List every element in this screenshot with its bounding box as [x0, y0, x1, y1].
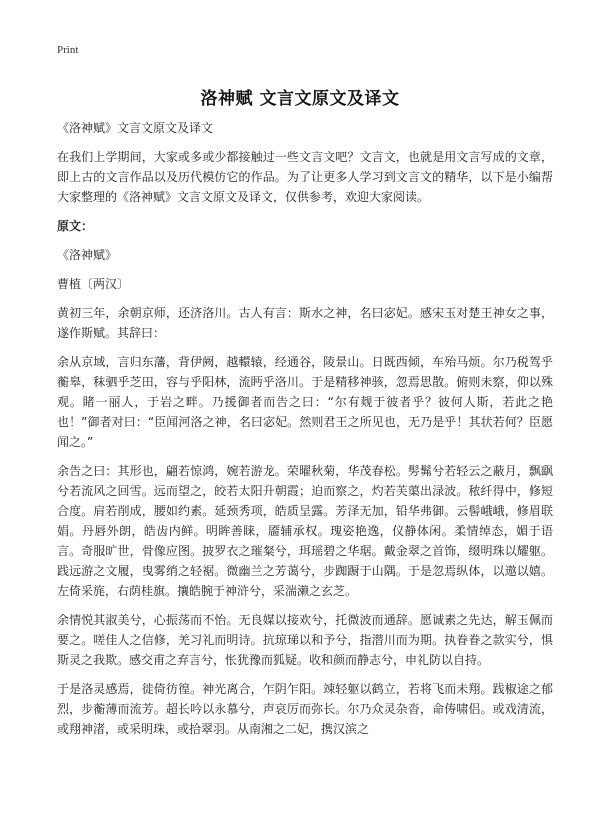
- poem-title: 《洛神赋》: [57, 248, 118, 262]
- poem-preface: 黄初三年，余朝京师，还济洛川。古人有言：斯水之神，名曰宓妃。感宋玉对楚王神女之事，遂作斯赋。其辞曰：: [57, 306, 553, 340]
- poem-author: 曹植〔两汉〕: [57, 277, 130, 291]
- poem-paragraph: 余告之曰：其形也，翩若惊鸿，婉若游龙。荣曜秋菊，华茂春松。髣髴兮若轻云之蔽月，飘飖兮若流风之回雪。远而望之，皎若太阳升朝霞；迫而察之，灼若芙蕖出渌波。秾纤得中，修短合度。肩若削成，腰如约素。延颈秀项，皓质呈露。芳泽无加，铅华弗御。云髻峨峨，修眉联娟。丹唇外朗，皓齿内鲜。明眸善睐，靥辅承权。瑰姿艳逸，仪静体闲。柔情绰态，媚于语言。奇服旷世，骨像应图。披罗衣之璀粲兮，珥瑶碧之华琚。戴金翠之首饰，缀明珠以耀躯。践远游之文履，曳雾绡之轻裾。微幽兰之芳蔼兮，步踟蹰于山隅。于是忽焉纵体，以遨以嬉。左倚采旄，右荫桂旗。攘皓腕于神浒兮，采湍濑之玄芝。: [57, 464, 553, 598]
- section-heading-original: 原文：: [57, 219, 94, 233]
- page-title: 洛神赋 文言文原文及译文: [200, 89, 400, 109]
- article-body: [57, 118, 553, 748]
- poem-paragraph: 余从京域，言归东藩，背伊阙，越轘辕，经通谷，陵景山。日既西倾，车殆马烦。尔乃税驾乎蘅皋，秣驷乎芝田，容与乎阳林，流眄乎洛川。于是精移神骇，忽焉思散。俯则未察，仰以殊观。睹一丽人，于岩之畔。乃援御者而告之曰：“尔有觌于彼者乎？彼何人斯，若此之艳也！”御者对曰：“臣闻河洛之神，名曰宓妃。然则君王之所见也，无乃是乎！其状若何？臣愿闻之。”: [57, 355, 553, 449]
- poem-paragraph: 于是洛灵感焉，徙倚彷徨。神光离合，乍阴乍阳。竦轻躯以鹤立，若将飞而未翔。践椒途之郁烈，步蘅薄而流芳。超长吟以永慕兮，声哀厉而弥长。尔乃众灵杂沓，命俦啸侣。或戏清流，或翔神渚，或采明珠，或拾翠羽。从南湘之二妃，携汉滨之: [57, 682, 553, 736]
- intro-paragraph: 在我们上学期间，大家或多或少都接触过一些文言文吧？文言文，也就是用文言写成的文章，即上古的文言作品以及历代模仿它的作品。为了让更多人学习到文言文的精华，以下是小编帮大家整理的《洛神赋》文言文原文及译文，仅供参考，欢迎大家阅读。: [57, 150, 553, 204]
- subtitle-paragraph: 《洛神赋》文言文原文及译文: [57, 121, 214, 135]
- print-label[interactable]: Print: [57, 44, 79, 56]
- poem-paragraph: 余情悦其淑美兮，心振荡而不怡。无良媒以接欢兮，托微波而通辞。愿诚素之先达，解玉佩而要之。嗟佳人之信修，羌习礼而明诗。抗琼珶以和予兮，指潜川而为期。执眷眷之款实兮，惧斯灵之我欺。感交甫之弃言兮，怅犹豫而狐疑。收和颜而静志兮，申礼防以自持。: [57, 613, 553, 667]
